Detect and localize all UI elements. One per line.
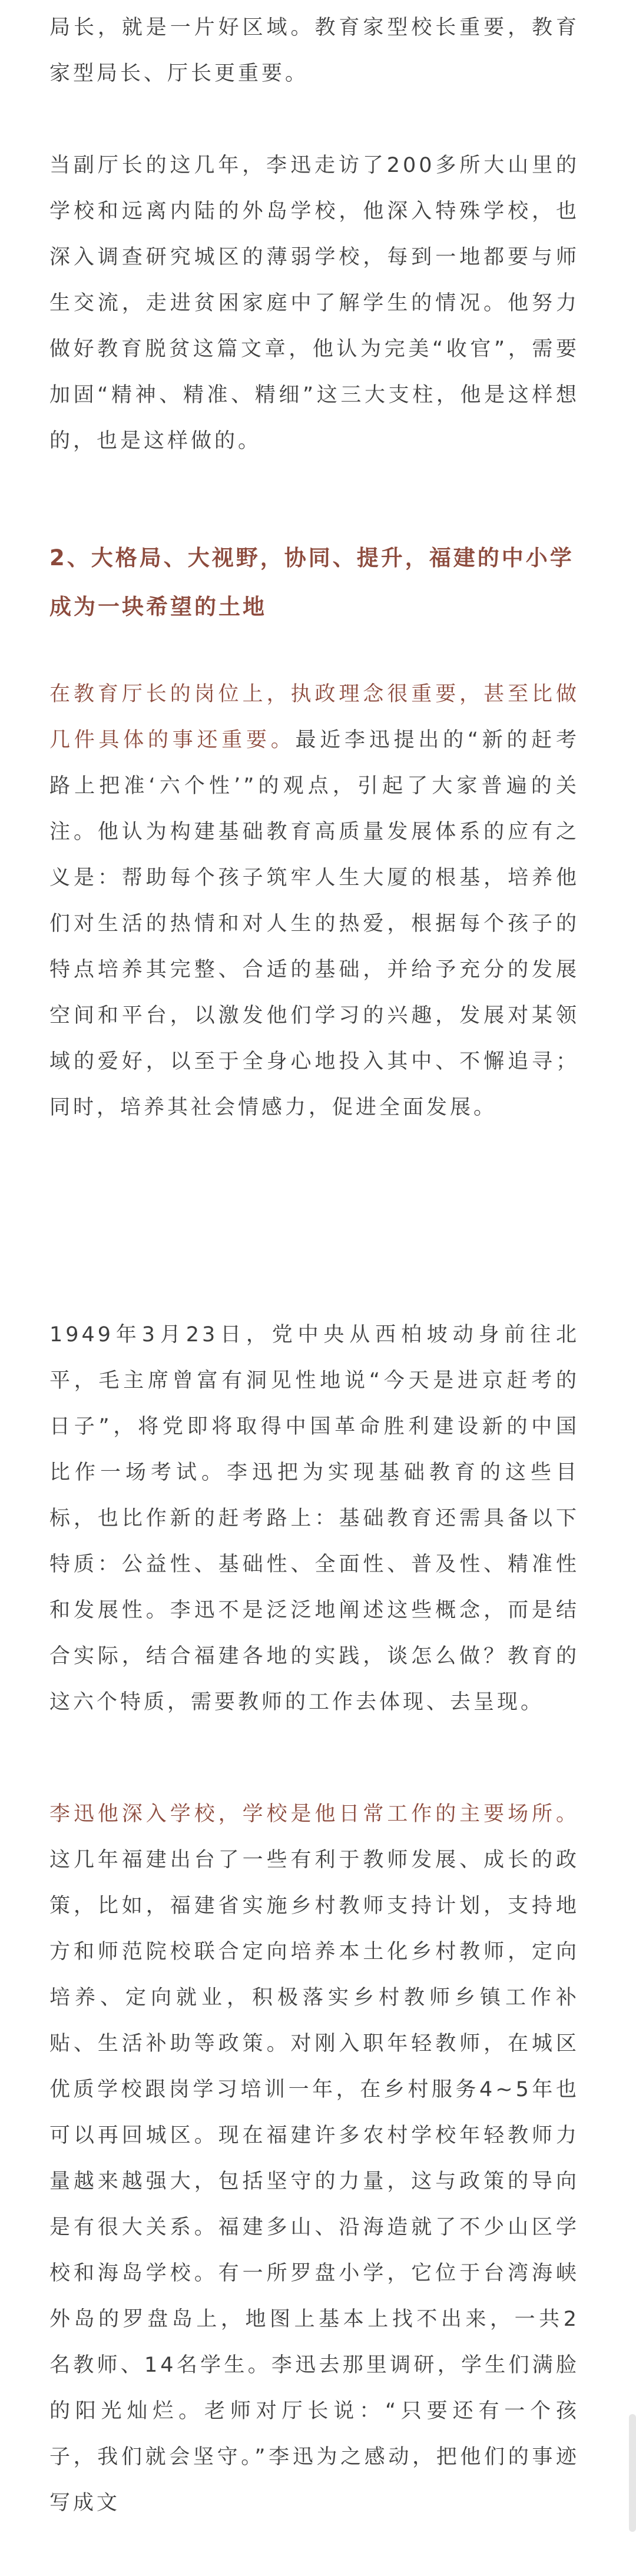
paragraph-governance (49, 671, 579, 1130)
scrollbar-thumb[interactable] (629, 2414, 636, 2532)
paragraph-1949-text: 1949年3月23日，党中央从西柏坡动身前往北平，毛主席曾富有洞见性地说“今天是进京赶考的日子”，将党即将取得中国革命胜利建设新的中国比作一场考试。李迅把为实现基础教育的这些目标，也比作新的赶考路上：基础教育还需具备以下特质：公益性、基础性、全面性、普及性、精准性和发展性。李迅不是泛泛地阐述这些概念，而是结合实际，结合福建各地的实践，谈怎么做？教育的这六个特质，需要教师的工作去体现、去呈现。 (49, 1323, 579, 1714)
paragraph-deputy-director (49, 142, 579, 464)
paragraph-schools-highlight: 李迅他深入学校，学校是他日常工作的主要场所。 (49, 1802, 579, 1826)
paragraph-deputy-director-text: 当副厅长的这几年，李迅走访了200多所大山里的学校和远离内陆的外岛学校，他深入特殊学校，也深入调查研究城区的薄弱学校，每到一地都要与师生交流，走进贫困家庭中了解学生的情况。他努力做好教育脱贫这篇文章，他认为完美“收官”，需要加固“精神、精准、精细”这三大支柱，他是这样想的，也是这样做的。 (49, 154, 579, 453)
section-heading-2: 2、大格局、大视野，协同、提升，福建的中小学成为一块希望的土地 (49, 545, 574, 619)
paragraph-schools (49, 1791, 579, 2526)
paragraph-1949 (49, 1312, 579, 1725)
paragraph-schools-text: 这几年福建出台了一些有利于教师发展、成长的政策，比如，福建省实施乡村教师支持计划，支持地方和师范院校联合定向培养本土化乡村教师，定向培养、定向就业，积极落实乡村教师乡镇工作补贴、生活补助等政策。对刚入职年轻教师，在城区优质学校跟岗学习培训一年，在乡村服务4~5年也可以再回城区。现在福建许多农村学校年轻教师力量越来越强大，包括坚守的力量，这与政策的导向是有很大关系。福建多山、沿海造就了不少山区学校和海岛学校。有一所罗盘小学，它位于台湾海峡外岛的罗盘岛上，地图上基本上找不出来，一共2名教师、14名学生。李迅去那里调研，学生们满脸的阳光灿烂。老师对厅长说：“只要还有一个孩子，我们就会坚守。”李迅为之感动，把他们的事迹写成文 (49, 1848, 579, 2515)
paragraph-governance-highlight: 在教育厅长的岗位上，执政理念很重要，甚至比做几件具体的事还重要。 (49, 682, 579, 752)
paragraph-intro-text: 局长，就是一片好区域。教育家型校长重要，教育家型局长、厅长更重要。 (49, 16, 579, 85)
paragraph-governance-text: 最近李迅提出的“新的赶考路上把准‘六个性’”的观点，引起了大家普遍的关注。他认为构建基础教育高质量发展体系的应有之义是：帮助每个孩子筑牢人生大厦的根基，培养他们对生活的热情和对人生的热爱，根据每个孩子的特点培养其完整、合适的基础，并给予充分的发展空间和平台，以激发他们学习的兴趣，发展对某领域的爱好，以至于全身心地投入其中、不懈追寻；同时，培养其社会情感力，促进全面发展。 (49, 728, 579, 1119)
paragraph-intro (49, 5, 579, 97)
